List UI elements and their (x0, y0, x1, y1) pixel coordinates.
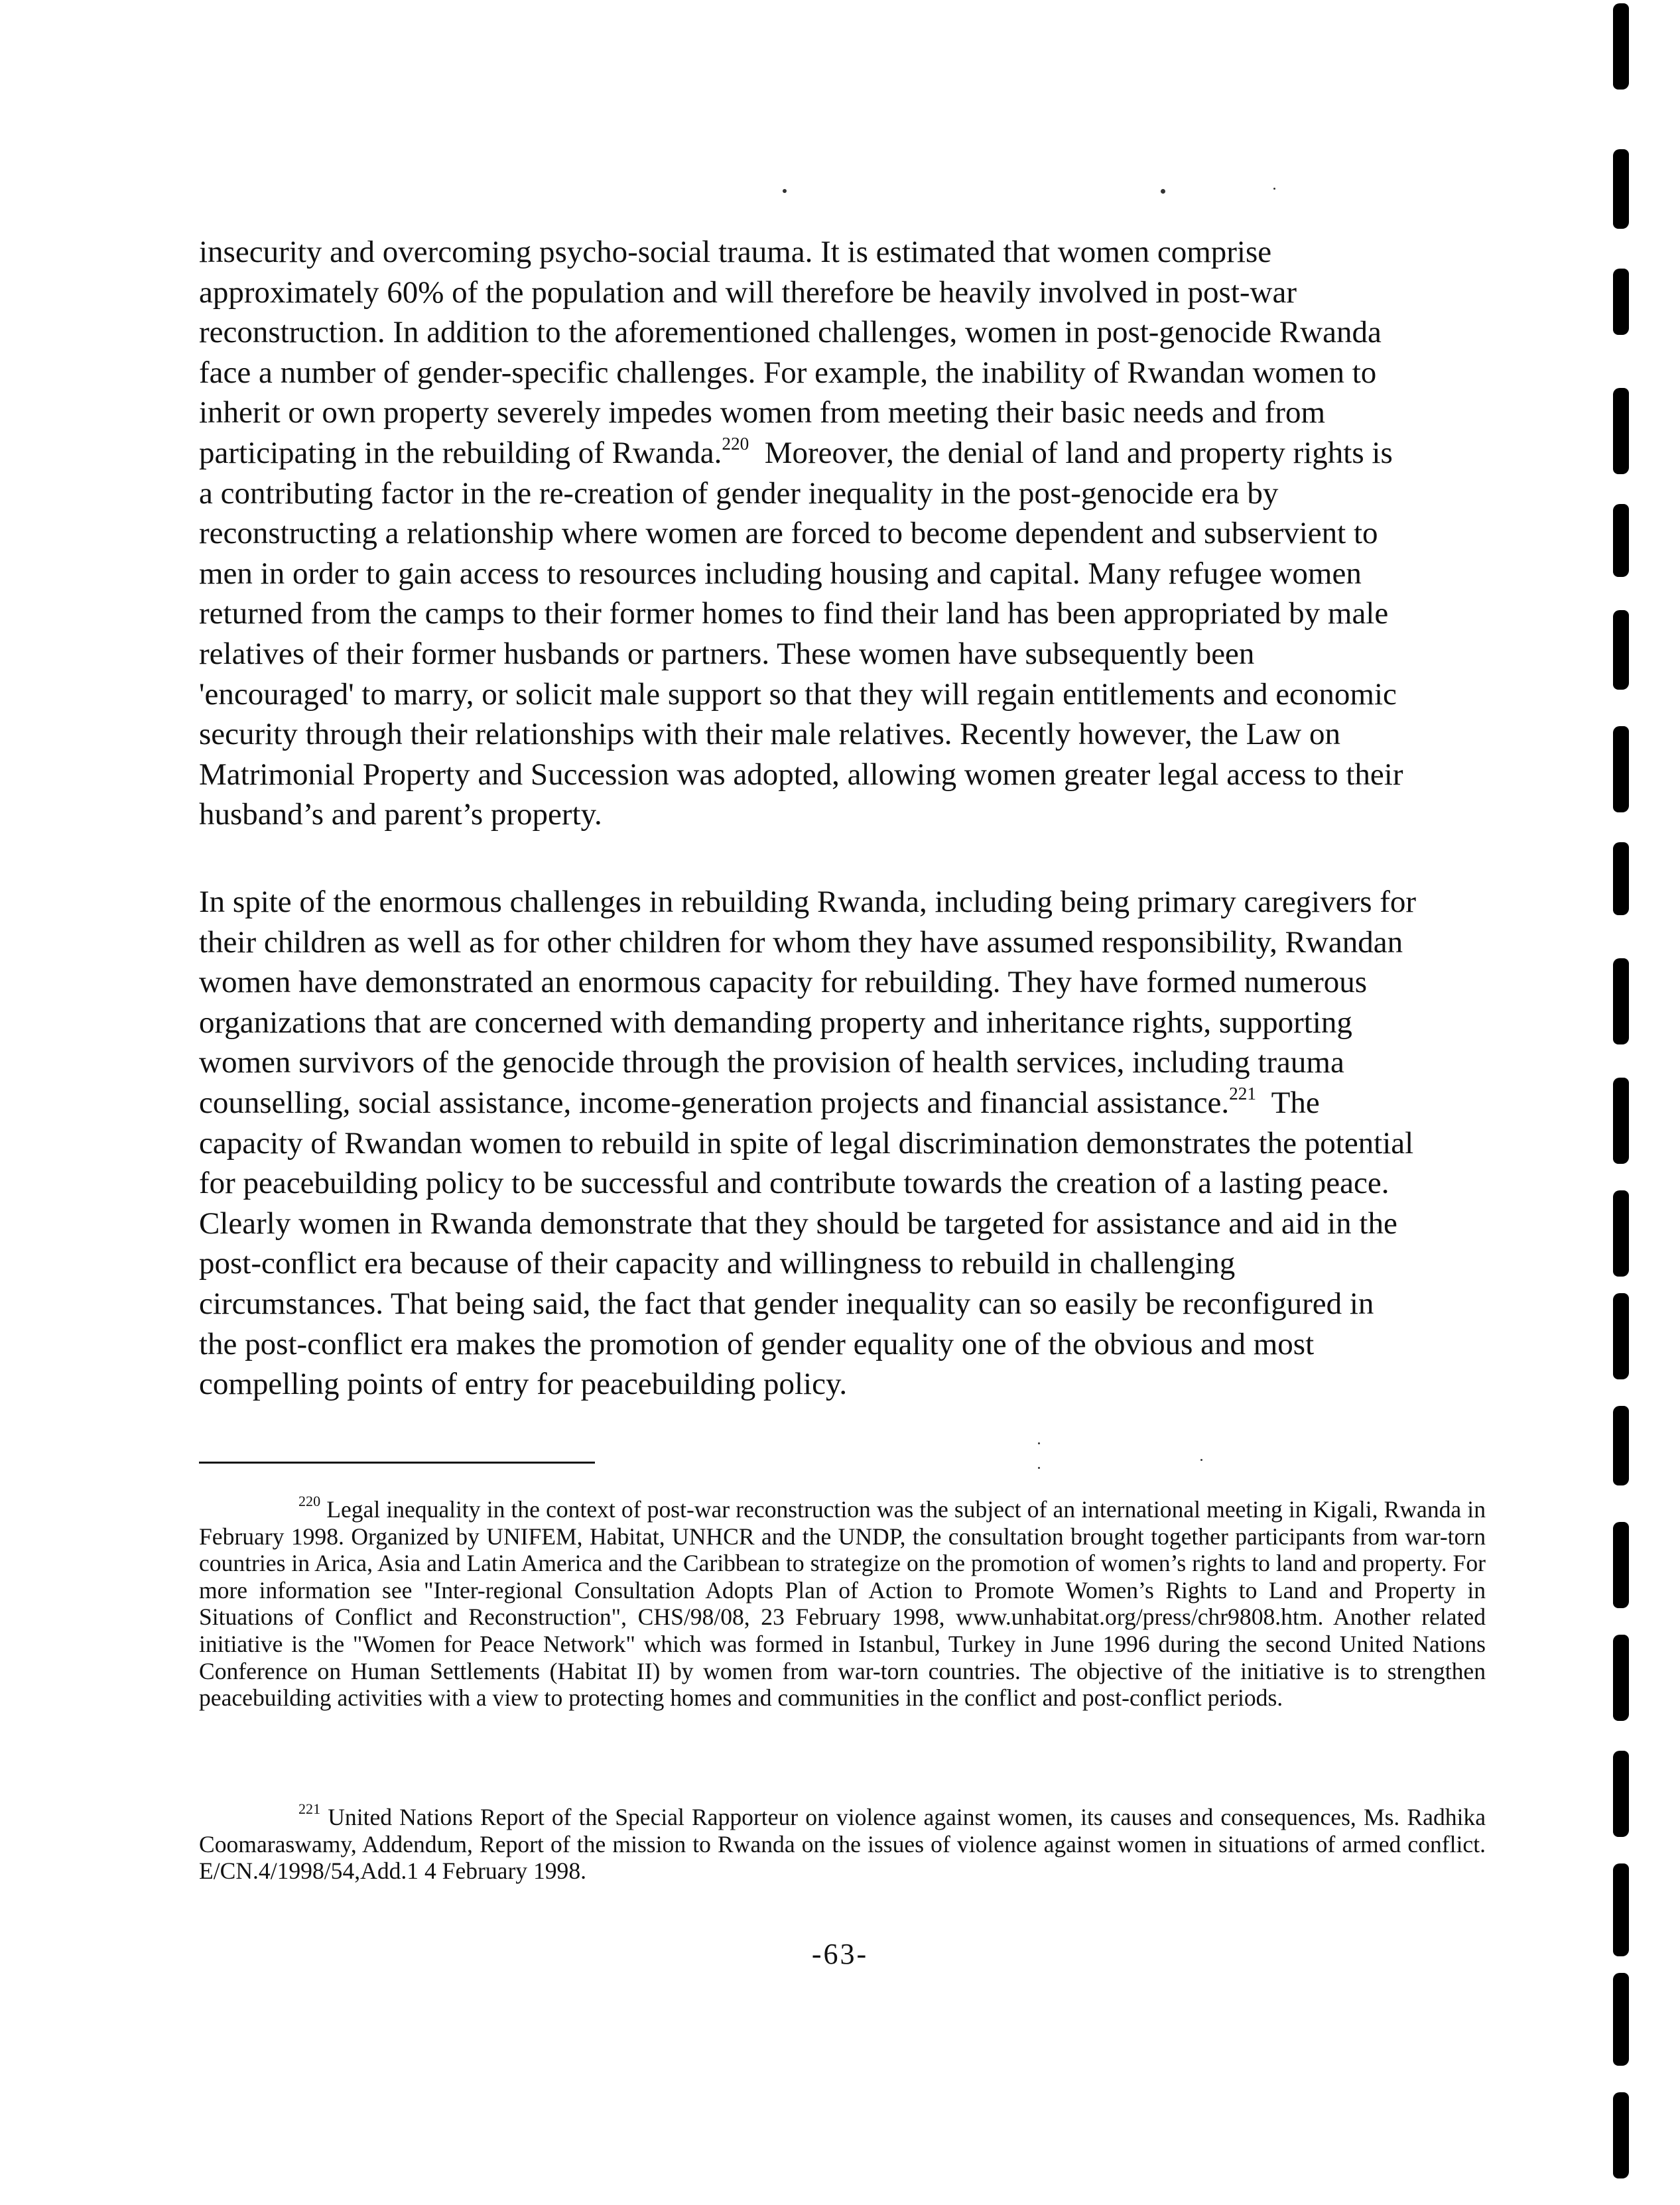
binding-mark (1613, 1190, 1629, 1277)
footnote-220 (199, 1493, 1486, 1712)
paragraph-2-line: compelling points of entry for peacebuilding policy. (199, 1367, 848, 1402)
binding-mark (1613, 269, 1629, 335)
paragraph-2-line: Clearly women in Rwanda demonstrate that they should be targeted for assistance and aid in the (199, 1206, 1397, 1241)
scan-speck (1200, 1459, 1202, 1461)
paragraph-2-line (199, 1083, 1482, 1123)
binding-mark (1613, 1522, 1629, 1608)
binding-mark (1613, 388, 1629, 474)
paragraph-1-line: relatives of their former husbands or partners. These women have subsequently been (199, 636, 1255, 671)
binding-mark (1613, 1863, 1629, 1956)
paragraph-2-line: capacity of Rwandan women to rebuild in spite of legal discrimination demonstrates the potential (199, 1125, 1414, 1161)
paragraph-1-line: returned from the camps to their former homes to find their land has been appropriated by male (199, 596, 1389, 631)
binding-mark (1613, 726, 1629, 812)
footnote-220-body: Legal inequality in the context of post-war reconstruction was the subject of an international meeting in Kigali, Rwanda in February 1998. Organized by UNIFEM, Habitat, UNHCR and the UNDP, the consultation brought together participants from war-torn countries in Arica, Asia and Latin America and the Caribbean to strategize on the promotion of women’s rights to land and property. For more information see "Inter-regional Consultation Adopts Plan of Action to Promote Women’s Rights to Land and Property in Situations of Conflict and Reconstruction", CHS/98/08, 23 February 1998, www.unhabitat.org/press/chr9808.htm. Another related initiative is the "Women for Peace Network" which was formed in Istanbul, Turkey in June 1996 during the second United Nations Conference on Human Settlements (Habitat II) by women from war-torn countries. The objective of the initiative is to strengthen peacebuilding activities with a view to protecting homes and communities in the conflict and post-conflict periods. (199, 1496, 1486, 1712)
scan-speck (783, 189, 787, 193)
paragraph-2-line: the post-conflict era makes the promotion of gender equality one of the obvious and most (199, 1326, 1315, 1361)
paragraph-1-line: approximately 60% of the population and will therefore be heavily involved in post-war (199, 275, 1297, 310)
line-text: counselling, social assistance, income-generation projects and financial assistance. (199, 1085, 1230, 1120)
paragraph-1-line (199, 433, 1482, 473)
binding-mark (1613, 504, 1629, 577)
footnote-221-number: 221 (298, 1800, 321, 1818)
paragraph-2-line: women survivors of the genocide through the provision of health services, including trauma (199, 1045, 1344, 1080)
paragraph-1-line: reconstruction. In addition to the aforementioned challenges, women in post-genocide Rwanda (199, 315, 1382, 350)
paragraph-1-line: 'encouraged' to marry, or solicit male support so that they will regain entitlements and economic (199, 676, 1397, 712)
binding-mark (1613, 1751, 1629, 1837)
paragraph-1-line: security through their relationships with their male relatives. Recently however, the Law on (199, 717, 1340, 752)
binding-mark (1613, 2092, 1629, 2178)
body-paragraph-1 (199, 232, 1482, 835)
footnote-220-number: 220 (298, 1493, 321, 1510)
paragraph-2-line: organizations that are concerned with demanding property and inheritance rights, supporting (199, 1005, 1352, 1040)
line-text: Moreover, the denial of land and property rights is (749, 435, 1393, 470)
binding-mark (1613, 842, 1629, 915)
paragraph-2-line: for peacebuilding policy to be successful and contribute towards the creation of a lasting peace. (199, 1166, 1389, 1201)
paragraph-1-line: face a number of gender-specific challenges. For example, the inability of Rwandan women to (199, 355, 1377, 390)
binding-mark (1613, 149, 1629, 229)
paragraph-1-line: Matrimonial Property and Succession was adopted, allowing women greater legal access to their (199, 757, 1403, 792)
footnote-reference: 220 (722, 433, 749, 454)
binding-mark (1613, 1635, 1629, 1721)
footnote-221 (199, 1800, 1486, 1885)
paragraph-1-line: inherit or own property severely impedes women from meeting their basic needs and from (199, 395, 1326, 430)
line-text: The (1256, 1085, 1320, 1120)
footnote-221-text (199, 1800, 1486, 1885)
binding-mark (1613, 3, 1629, 90)
paragraph-1-line: a contributing factor in the re-creation of gender inequality in the post-genocide era by (199, 475, 1279, 511)
paragraph-1-line: husband’s and parent’s property. (199, 797, 602, 832)
footnote-reference: 221 (1229, 1083, 1256, 1103)
binding-mark (1613, 1293, 1629, 1379)
scan-speck (1038, 1467, 1040, 1469)
paragraph-2-line: women have demonstrated an enormous capacity for rebuilding. They have formed numerous (199, 965, 1368, 1000)
paragraph-1-line: reconstructing a relationship where women are forced to become dependent and subservient to (199, 516, 1378, 551)
footnote-separator (199, 1462, 595, 1464)
paragraph-2-line: In spite of the enormous challenges in rebuilding Rwanda, including being primary caregivers for (199, 885, 1417, 919)
line-text: participating in the rebuilding of Rwanda. (199, 435, 722, 470)
paragraph-2-line: their children as well as for other children for whom they have assumed responsibility, Rwandan (199, 924, 1403, 960)
binding-mark (1613, 958, 1629, 1044)
footnote-220-text (199, 1493, 1486, 1712)
paragraph-1-line: men in order to gain access to resources including housing and capital. Many refugee women (199, 556, 1362, 591)
binding-mark (1613, 1973, 1629, 2066)
paragraph-2-line: post-conflict era because of their capacity and willingness to rebuild in challenging (199, 1246, 1236, 1281)
binding-mark (1613, 1078, 1629, 1164)
scan-speck (1161, 189, 1165, 194)
scan-speck (1273, 188, 1275, 190)
footnote-221-body: United Nations Report of the Special Rapporteur on violence against women, its causes and consequences, Ms. Radhika Coomaraswamy, Addendum, Report of the mission to Rwanda on the issues of violence against women in situations of armed conflict. E/CN.4/1998/54,Add.1 4 February 1998. (199, 1804, 1486, 1885)
page-number: -63- (811, 1938, 869, 1970)
paragraph-2-line: circumstances. That being said, the fact that gender inequality can so easily be reconfigured in (199, 1286, 1374, 1321)
body-paragraph-2 (199, 882, 1482, 1405)
scan-speck (1038, 1442, 1040, 1444)
binding-mark (1613, 1406, 1629, 1485)
paragraph-1-line: insecurity and overcoming psycho-social trauma. It is estimated that women comprise (199, 235, 1272, 269)
binding-mark (1613, 610, 1629, 690)
